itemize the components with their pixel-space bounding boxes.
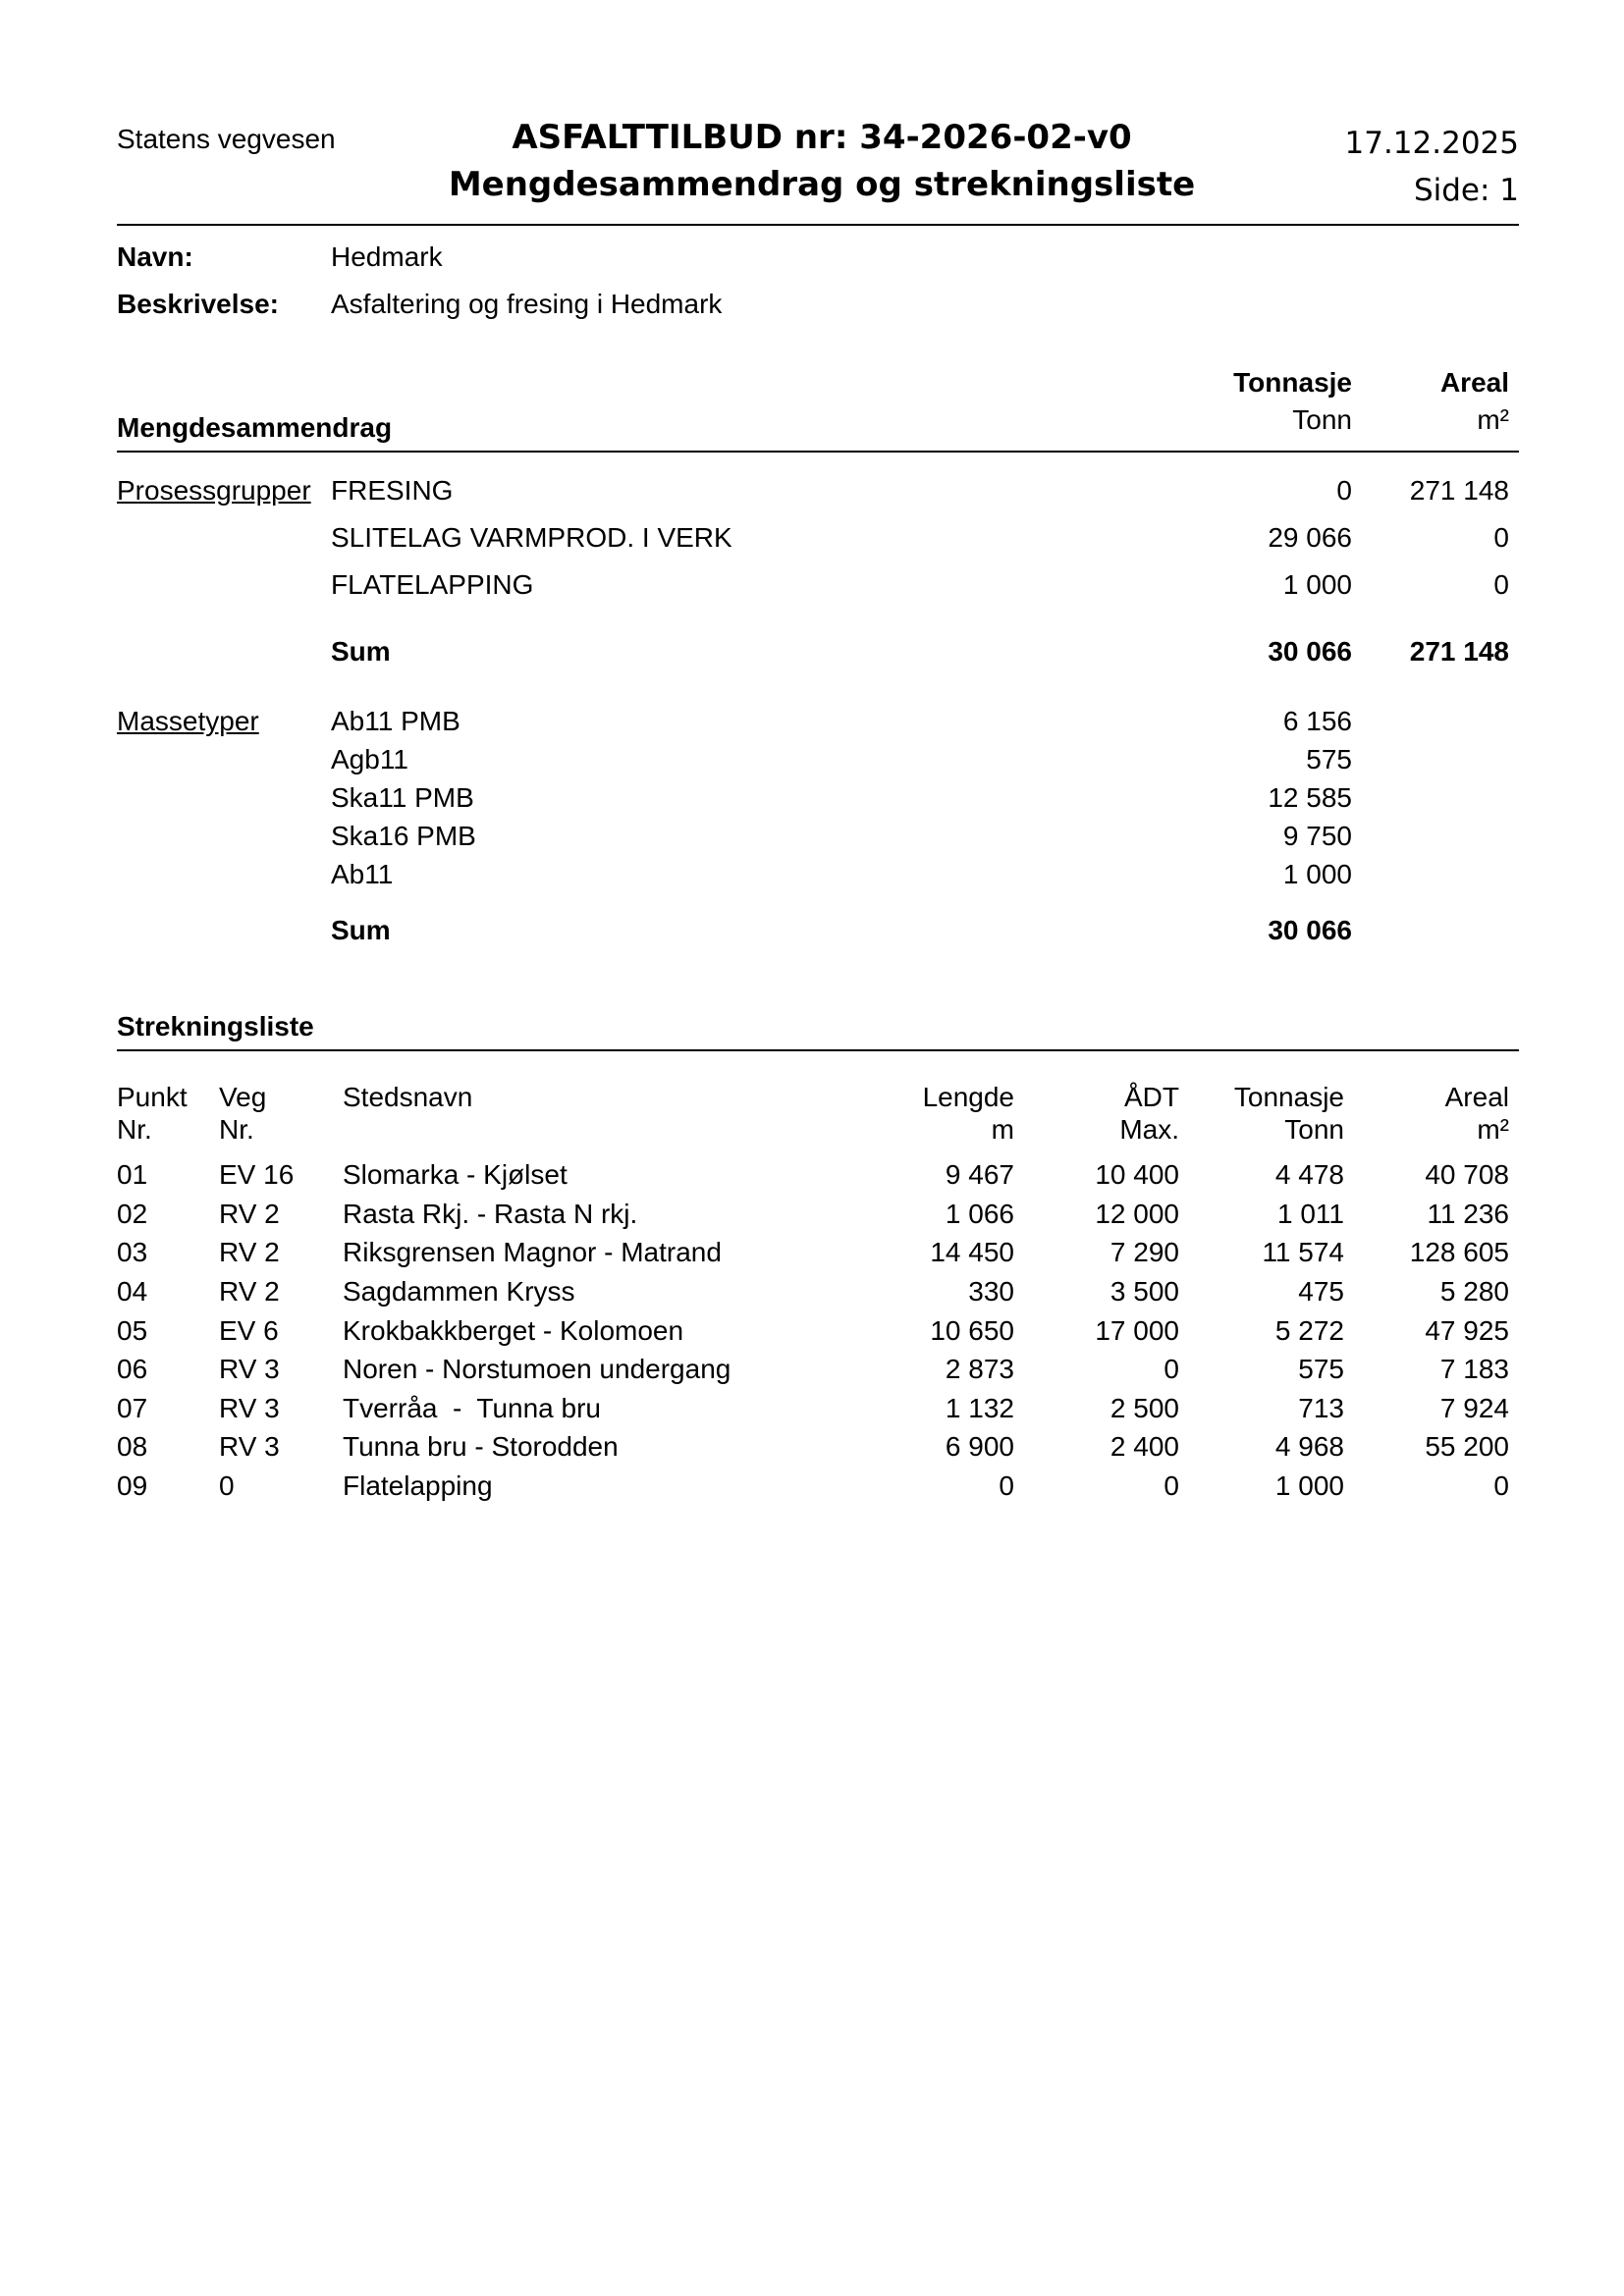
cell-areal: 40 708 xyxy=(1425,1159,1509,1190)
cell-tonnasje: 4 968 xyxy=(1274,1431,1344,1462)
cell-punkt: 08 xyxy=(117,1431,148,1462)
process-groups-sum-tonnage: 30 066 xyxy=(1268,636,1352,667)
mass-type-name: Agb11 xyxy=(331,744,408,774)
cell-areal: 55 200 xyxy=(1425,1431,1509,1462)
mass-type-tonnage: 6 156 xyxy=(1282,706,1352,736)
cell-veg: RV 3 xyxy=(219,1354,280,1384)
road-list-title: Strekningsliste xyxy=(117,1011,314,1041)
cell-tonnasje: 4 478 xyxy=(1274,1159,1344,1190)
cell-punkt: 09 xyxy=(117,1470,148,1501)
col-header-stedsnavn: Stedsnavn xyxy=(343,1082,473,1112)
cell-stedsnavn: Tunna bru - Storodden xyxy=(343,1431,619,1462)
cell-punkt: 02 xyxy=(117,1199,148,1229)
col-header-areal-unit: m² xyxy=(1477,1114,1509,1145)
cell-tonnasje: 1 000 xyxy=(1274,1470,1344,1501)
process-groups-sum-area: 271 148 xyxy=(1409,636,1509,667)
mass-type-tonnage: 9 750 xyxy=(1282,821,1352,851)
header-divider xyxy=(117,224,1519,226)
cell-adt: 2 500 xyxy=(1110,1393,1179,1423)
mass-type-name: Ab11 PMB xyxy=(331,706,460,736)
cell-adt: 12 000 xyxy=(1095,1199,1179,1229)
cell-tonnasje: 475 xyxy=(1298,1276,1344,1307)
cell-adt: 10 400 xyxy=(1095,1159,1179,1190)
cell-punkt: 04 xyxy=(117,1276,148,1307)
cell-veg: RV 2 xyxy=(219,1237,280,1267)
process-groups-label: Prosessgrupper xyxy=(117,475,311,506)
organization-name: Statens vegvesen xyxy=(117,124,336,154)
process-group-area: 271 148 xyxy=(1409,475,1509,506)
cell-veg: RV 2 xyxy=(219,1276,280,1307)
mass-type-name: Ab11 xyxy=(331,859,394,889)
cell-areal: 128 605 xyxy=(1409,1237,1509,1267)
cell-stedsnavn: Slomarka - Kjølset xyxy=(343,1159,568,1190)
cell-lengde: 1 132 xyxy=(945,1393,1014,1423)
cell-tonnasje: 575 xyxy=(1298,1354,1344,1384)
cell-veg: EV 16 xyxy=(219,1159,295,1190)
cell-stedsnavn: Rasta Rkj. - Rasta N rkj. xyxy=(343,1199,638,1229)
summary-area-unit: m² xyxy=(1477,404,1509,435)
process-group-name: SLITELAG VARMPROD. I VERK xyxy=(331,522,732,553)
summary-area-header: Areal xyxy=(1439,367,1509,398)
mass-type-tonnage: 1 000 xyxy=(1282,859,1352,889)
cell-tonnasje: 713 xyxy=(1298,1393,1344,1423)
cell-areal: 7 183 xyxy=(1439,1354,1509,1384)
mass-types-label: Massetyper xyxy=(117,706,259,736)
process-group-tonnage: 1 000 xyxy=(1282,569,1352,600)
cell-adt: 0 xyxy=(1164,1470,1179,1501)
mass-type-name: Ska16 PMB xyxy=(331,821,476,851)
cell-veg: RV 3 xyxy=(219,1431,280,1462)
col-header-punkt: Punkt xyxy=(117,1082,188,1112)
name-value: Hedmark xyxy=(331,241,443,272)
col-header-veg: Veg xyxy=(219,1082,267,1112)
cell-punkt: 03 xyxy=(117,1237,148,1267)
col-header-areal: Areal xyxy=(1444,1082,1509,1112)
cell-stedsnavn: Sagdammen Kryss xyxy=(343,1276,575,1307)
process-group-tonnage: 29 066 xyxy=(1268,522,1352,553)
process-groups-sum-label: Sum xyxy=(331,636,391,667)
cell-stedsnavn: Riksgrensen Magnor - Matrand xyxy=(343,1237,722,1267)
cell-adt: 3 500 xyxy=(1110,1276,1179,1307)
cell-adt: 17 000 xyxy=(1095,1315,1179,1346)
col-header-tonnasje-unit: Tonn xyxy=(1284,1114,1344,1145)
cell-veg: EV 6 xyxy=(219,1315,279,1346)
process-group-name: FRESING xyxy=(331,475,454,506)
cell-veg: RV 3 xyxy=(219,1393,280,1423)
mass-type-name: Ska11 PMB xyxy=(331,782,474,813)
document-subtitle: Mengdesammendrag og strekningsliste xyxy=(448,165,1196,204)
cell-areal: 47 925 xyxy=(1425,1315,1509,1346)
cell-lengde: 2 873 xyxy=(945,1354,1014,1384)
mass-types-sum-label: Sum xyxy=(331,915,391,945)
cell-areal: 7 924 xyxy=(1439,1393,1509,1423)
cell-lengde: 0 xyxy=(999,1470,1014,1501)
mass-types-sum-tonnage: 30 066 xyxy=(1268,915,1352,945)
cell-adt: 2 400 xyxy=(1110,1431,1179,1462)
cell-veg: RV 2 xyxy=(219,1199,280,1229)
cell-stedsnavn: Flatelapping xyxy=(343,1470,493,1501)
cell-punkt: 06 xyxy=(117,1354,148,1384)
cell-stedsnavn: Krokbakkberget - Kolomoen xyxy=(343,1315,684,1346)
cell-stedsnavn: Noren - Norstumoen undergang xyxy=(343,1354,731,1384)
cell-areal: 0 xyxy=(1493,1470,1509,1501)
summary-tonnage-header: Tonnasje xyxy=(1233,367,1352,398)
cell-stedsnavn: Tverråa - Tunna bru xyxy=(343,1393,602,1423)
description-label: Beskrivelse: xyxy=(117,289,280,319)
col-header-lengde: Lengde xyxy=(922,1082,1014,1112)
document-date: 17.12.2025 xyxy=(1344,126,1519,161)
name-label: Navn: xyxy=(117,241,193,272)
process-group-area: 0 xyxy=(1493,569,1509,600)
cell-adt: 7 290 xyxy=(1110,1237,1179,1267)
process-group-name: FLATELAPPING xyxy=(331,569,534,600)
cell-lengde: 330 xyxy=(968,1276,1014,1307)
road-list-divider xyxy=(117,1049,1519,1051)
summary-divider xyxy=(117,451,1519,453)
cell-punkt: 07 xyxy=(117,1393,148,1423)
cell-lengde: 9 467 xyxy=(945,1159,1014,1190)
cell-veg: 0 xyxy=(219,1470,235,1501)
mass-type-tonnage: 12 585 xyxy=(1268,782,1352,813)
cell-lengde: 10 650 xyxy=(930,1315,1014,1346)
process-group-area: 0 xyxy=(1493,522,1509,553)
cell-lengde: 14 450 xyxy=(930,1237,1014,1267)
document-title: ASFALTTILBUD nr: 34-2026-02-v0 xyxy=(512,118,1132,157)
col-header-adt-sub: Max. xyxy=(1119,1114,1179,1145)
summary-title: Mengdesammendrag xyxy=(117,412,393,443)
cell-punkt: 05 xyxy=(117,1315,148,1346)
cell-areal: 11 236 xyxy=(1427,1199,1509,1229)
col-header-veg-sub: Nr. xyxy=(219,1114,254,1145)
cell-punkt: 01 xyxy=(117,1159,148,1190)
cell-tonnasje: 5 272 xyxy=(1274,1315,1344,1346)
col-header-tonnasje: Tonnasje xyxy=(1233,1082,1344,1112)
cell-lengde: 1 066 xyxy=(945,1199,1014,1229)
col-header-punkt-sub: Nr. xyxy=(117,1114,152,1145)
cell-tonnasje: 11 574 xyxy=(1262,1237,1344,1267)
cell-tonnasje: 1 011 xyxy=(1277,1199,1344,1229)
page-number: Side: 1 xyxy=(1413,173,1519,208)
cell-lengde: 6 900 xyxy=(945,1431,1014,1462)
col-header-adt: ÅDT xyxy=(1124,1082,1179,1112)
cell-adt: 0 xyxy=(1164,1354,1179,1384)
cell-areal: 5 280 xyxy=(1439,1276,1509,1307)
mass-type-tonnage: 575 xyxy=(1306,744,1352,774)
summary-tonnage-unit: Tonn xyxy=(1292,404,1352,435)
process-group-tonnage: 0 xyxy=(1336,475,1352,506)
col-header-lengde-unit: m xyxy=(991,1114,1014,1145)
description-value: Asfaltering og fresing i Hedmark xyxy=(331,289,723,319)
